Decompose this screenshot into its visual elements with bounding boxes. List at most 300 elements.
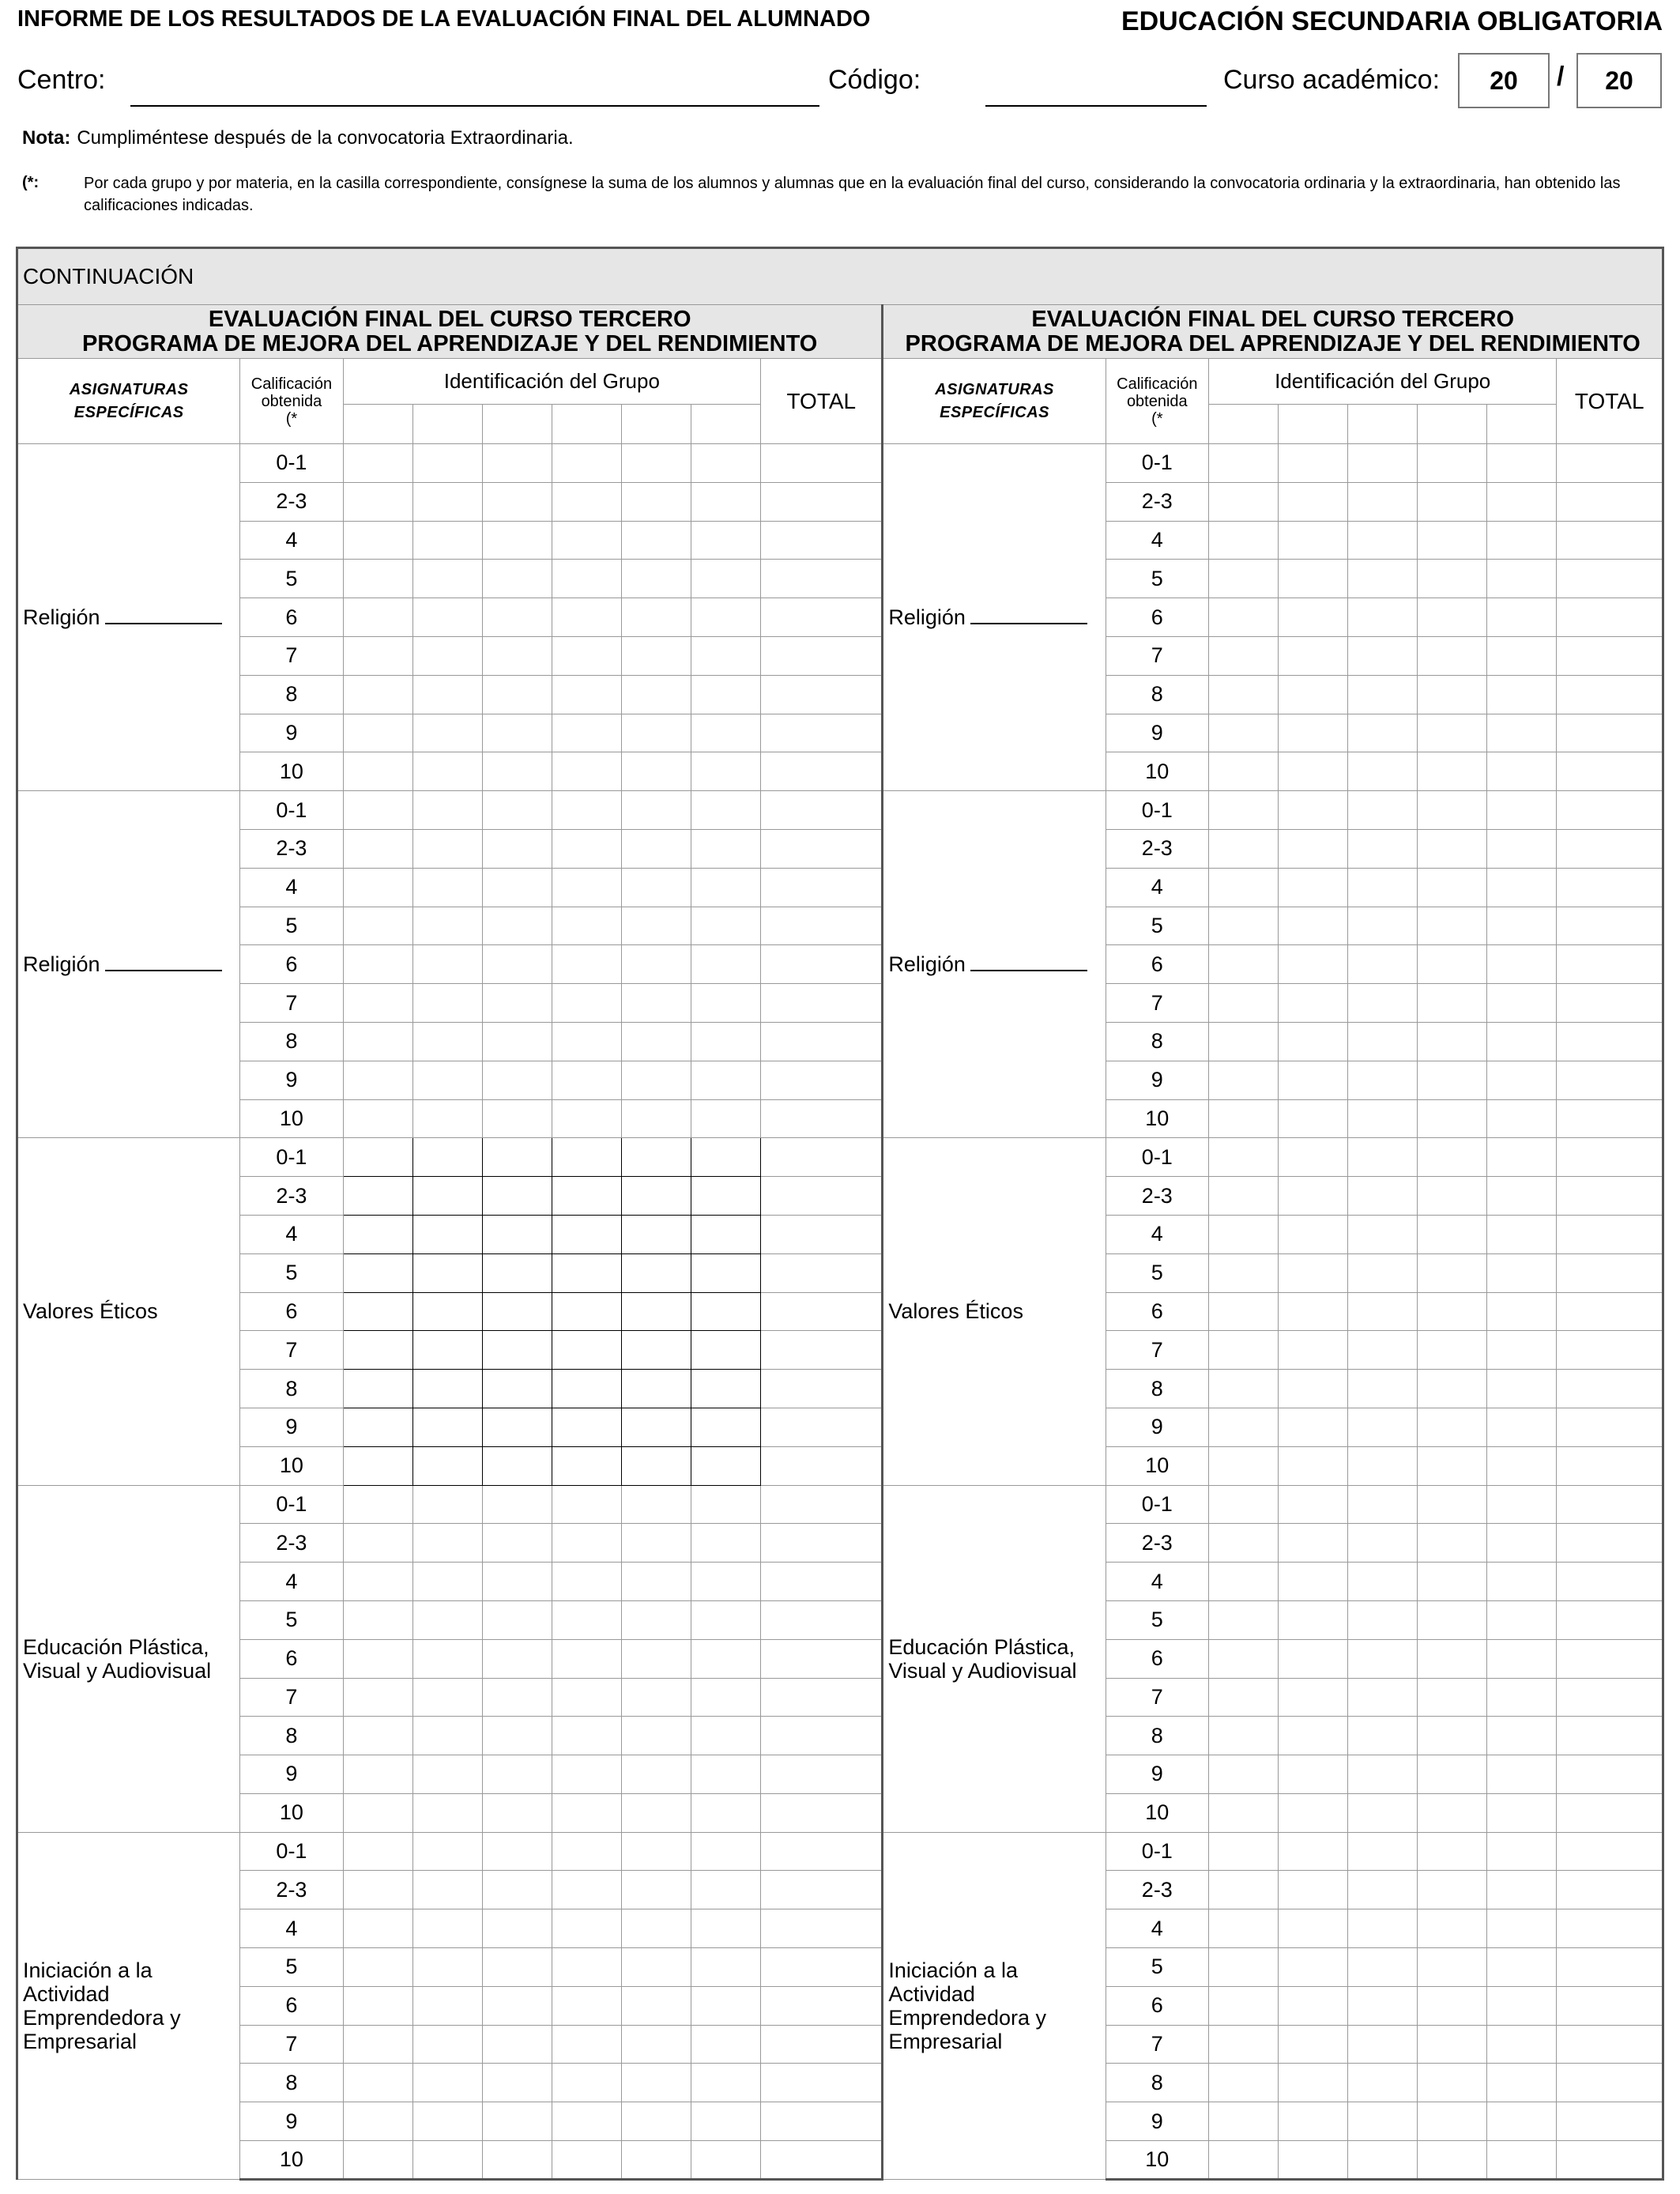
count-cell[interactable] <box>1418 444 1487 483</box>
count-cell[interactable] <box>1487 1755 1557 1794</box>
count-cell[interactable] <box>343 1948 412 1987</box>
count-cell[interactable] <box>552 1370 621 1408</box>
count-cell[interactable] <box>1348 1871 1418 1909</box>
count-cell[interactable] <box>691 1524 761 1563</box>
count-cell[interactable] <box>1208 1099 1278 1138</box>
count-cell[interactable] <box>691 1717 761 1755</box>
count-cell[interactable] <box>1348 1408 1418 1446</box>
count-cell[interactable] <box>343 1446 412 1485</box>
count-cell[interactable] <box>1208 752 1278 791</box>
count-cell[interactable] <box>1208 1292 1278 1331</box>
count-cell[interactable] <box>552 1138 621 1177</box>
count-cell[interactable] <box>1418 2064 1487 2102</box>
count-cell[interactable] <box>1487 1678 1557 1717</box>
count-cell[interactable] <box>1279 1331 1348 1370</box>
total-cell[interactable] <box>761 1678 883 1717</box>
count-cell[interactable] <box>691 829 761 868</box>
count-cell[interactable] <box>1418 560 1487 598</box>
count-cell[interactable] <box>621 2102 691 2141</box>
count-cell[interactable] <box>412 2102 482 2141</box>
count-cell[interactable] <box>412 1177 482 1216</box>
count-cell[interactable] <box>691 675 761 714</box>
group-id-cell[interactable] <box>1418 405 1487 444</box>
total-cell[interactable] <box>1557 1563 1663 1601</box>
count-cell[interactable] <box>1487 791 1557 830</box>
count-cell[interactable] <box>621 1678 691 1717</box>
count-cell[interactable] <box>1279 1832 1348 1871</box>
count-cell[interactable] <box>552 1253 621 1292</box>
count-cell[interactable] <box>1279 1948 1348 1987</box>
count-cell[interactable] <box>621 1061 691 1099</box>
total-cell[interactable] <box>761 1138 883 1177</box>
total-cell[interactable] <box>1557 560 1663 598</box>
total-cell[interactable] <box>761 1755 883 1794</box>
count-cell[interactable] <box>412 1370 482 1408</box>
count-cell[interactable] <box>1279 1292 1348 1331</box>
count-cell[interactable] <box>552 945 621 984</box>
total-cell[interactable] <box>1557 1793 1663 1832</box>
count-cell[interactable] <box>482 714 552 752</box>
count-cell[interactable] <box>552 1446 621 1485</box>
count-cell[interactable] <box>1279 1253 1348 1292</box>
total-cell[interactable] <box>1557 1177 1663 1216</box>
count-cell[interactable] <box>1348 1138 1418 1177</box>
total-cell[interactable] <box>761 752 883 791</box>
count-cell[interactable] <box>552 1909 621 1948</box>
count-cell[interactable] <box>691 1600 761 1639</box>
count-cell[interactable] <box>482 1408 552 1446</box>
count-cell[interactable] <box>621 1215 691 1253</box>
count-cell[interactable] <box>552 1331 621 1370</box>
count-cell[interactable] <box>1418 829 1487 868</box>
total-cell[interactable] <box>1557 1446 1663 1485</box>
count-cell[interactable] <box>412 444 482 483</box>
count-cell[interactable] <box>482 1639 552 1678</box>
count-cell[interactable] <box>552 1408 621 1446</box>
count-cell[interactable] <box>412 482 482 521</box>
count-cell[interactable] <box>552 636 621 675</box>
count-cell[interactable] <box>1279 1524 1348 1563</box>
count-cell[interactable] <box>343 752 412 791</box>
count-cell[interactable] <box>412 1253 482 1292</box>
count-cell[interactable] <box>691 868 761 907</box>
total-cell[interactable] <box>761 2025 883 2064</box>
count-cell[interactable] <box>1279 2025 1348 2064</box>
count-cell[interactable] <box>412 945 482 984</box>
count-cell[interactable] <box>1208 714 1278 752</box>
count-cell[interactable] <box>1418 1755 1487 1794</box>
count-cell[interactable] <box>552 560 621 598</box>
total-cell[interactable] <box>761 560 883 598</box>
count-cell[interactable] <box>1348 1099 1418 1138</box>
count-cell[interactable] <box>482 1331 552 1370</box>
count-cell[interactable] <box>621 1331 691 1370</box>
count-cell[interactable] <box>621 714 691 752</box>
count-cell[interactable] <box>412 598 482 637</box>
group-id-cell[interactable] <box>1348 405 1418 444</box>
count-cell[interactable] <box>343 2141 412 2180</box>
count-cell[interactable] <box>552 1717 621 1755</box>
total-cell[interactable] <box>761 1717 883 1755</box>
count-cell[interactable] <box>691 791 761 830</box>
total-cell[interactable] <box>1557 521 1663 560</box>
count-cell[interactable] <box>691 752 761 791</box>
count-cell[interactable] <box>1418 1524 1487 1563</box>
total-cell[interactable] <box>1557 1370 1663 1408</box>
count-cell[interactable] <box>482 1986 552 2025</box>
total-cell[interactable] <box>1557 1524 1663 1563</box>
count-cell[interactable] <box>621 1909 691 1948</box>
count-cell[interactable] <box>482 829 552 868</box>
count-cell[interactable] <box>1348 1215 1418 1253</box>
count-cell[interactable] <box>412 1408 482 1446</box>
count-cell[interactable] <box>552 714 621 752</box>
count-cell[interactable] <box>1348 521 1418 560</box>
total-cell[interactable] <box>761 1446 883 1485</box>
count-cell[interactable] <box>1418 1909 1487 1948</box>
count-cell[interactable] <box>1487 1099 1557 1138</box>
count-cell[interactable] <box>1418 1215 1487 1253</box>
total-cell[interactable] <box>761 791 883 830</box>
count-cell[interactable] <box>482 2102 552 2141</box>
count-cell[interactable] <box>1418 984 1487 1023</box>
count-cell[interactable] <box>1348 829 1418 868</box>
count-cell[interactable] <box>1208 1138 1278 1177</box>
count-cell[interactable] <box>691 1755 761 1794</box>
count-cell[interactable] <box>412 2064 482 2102</box>
religion-name-blank[interactable] <box>105 622 222 624</box>
count-cell[interactable] <box>1208 636 1278 675</box>
count-cell[interactable] <box>621 1485 691 1524</box>
centro-field[interactable] <box>130 105 819 107</box>
total-cell[interactable] <box>1557 1639 1663 1678</box>
count-cell[interactable] <box>552 675 621 714</box>
count-cell[interactable] <box>343 521 412 560</box>
count-cell[interactable] <box>1279 1408 1348 1446</box>
count-cell[interactable] <box>621 907 691 945</box>
total-cell[interactable] <box>1557 598 1663 637</box>
count-cell[interactable] <box>1208 791 1278 830</box>
count-cell[interactable] <box>552 1022 621 1061</box>
count-cell[interactable] <box>343 636 412 675</box>
count-cell[interactable] <box>1348 2102 1418 2141</box>
count-cell[interactable] <box>1487 945 1557 984</box>
count-cell[interactable] <box>412 1215 482 1253</box>
count-cell[interactable] <box>1487 521 1557 560</box>
count-cell[interactable] <box>621 1600 691 1639</box>
total-cell[interactable] <box>761 675 883 714</box>
count-cell[interactable] <box>1279 2064 1348 2102</box>
count-cell[interactable] <box>1348 1832 1418 1871</box>
count-cell[interactable] <box>412 636 482 675</box>
count-cell[interactable] <box>412 2025 482 2064</box>
count-cell[interactable] <box>482 2064 552 2102</box>
count-cell[interactable] <box>1487 482 1557 521</box>
count-cell[interactable] <box>621 791 691 830</box>
total-cell[interactable] <box>761 1408 883 1446</box>
count-cell[interactable] <box>621 482 691 521</box>
count-cell[interactable] <box>1208 1986 1278 2025</box>
count-cell[interactable] <box>1279 2141 1348 2180</box>
count-cell[interactable] <box>1348 1446 1418 1485</box>
count-cell[interactable] <box>412 560 482 598</box>
count-cell[interactable] <box>1418 1292 1487 1331</box>
count-cell[interactable] <box>552 1061 621 1099</box>
count-cell[interactable] <box>1487 1871 1557 1909</box>
count-cell[interactable] <box>552 984 621 1023</box>
count-cell[interactable] <box>412 1292 482 1331</box>
count-cell[interactable] <box>621 1022 691 1061</box>
count-cell[interactable] <box>1487 1793 1557 1832</box>
count-cell[interactable] <box>1487 829 1557 868</box>
count-cell[interactable] <box>621 1292 691 1331</box>
total-cell[interactable] <box>761 829 883 868</box>
count-cell[interactable] <box>1348 1678 1418 1717</box>
count-cell[interactable] <box>1487 1485 1557 1524</box>
count-cell[interactable] <box>1348 1292 1418 1331</box>
count-cell[interactable] <box>1418 1061 1487 1099</box>
count-cell[interactable] <box>1418 714 1487 752</box>
count-cell[interactable] <box>621 829 691 868</box>
count-cell[interactable] <box>1348 984 1418 1023</box>
total-cell[interactable] <box>761 1370 883 1408</box>
count-cell[interactable] <box>1279 598 1348 637</box>
count-cell[interactable] <box>482 1485 552 1524</box>
total-cell[interactable] <box>1557 1408 1663 1446</box>
count-cell[interactable] <box>1279 1485 1348 1524</box>
count-cell[interactable] <box>1348 868 1418 907</box>
count-cell[interactable] <box>482 1793 552 1832</box>
count-cell[interactable] <box>1487 1138 1557 1177</box>
count-cell[interactable] <box>482 1948 552 1987</box>
count-cell[interactable] <box>482 1717 552 1755</box>
count-cell[interactable] <box>1487 868 1557 907</box>
count-cell[interactable] <box>621 1177 691 1216</box>
count-cell[interactable] <box>552 1485 621 1524</box>
count-cell[interactable] <box>621 2064 691 2102</box>
total-cell[interactable] <box>761 2064 883 2102</box>
total-cell[interactable] <box>761 2102 883 2141</box>
total-cell[interactable] <box>761 636 883 675</box>
count-cell[interactable] <box>621 675 691 714</box>
count-cell[interactable] <box>552 1524 621 1563</box>
total-cell[interactable] <box>761 868 883 907</box>
count-cell[interactable] <box>412 907 482 945</box>
religion-name-blank[interactable] <box>970 969 1087 971</box>
count-cell[interactable] <box>1487 560 1557 598</box>
count-cell[interactable] <box>343 791 412 830</box>
count-cell[interactable] <box>1348 1524 1418 1563</box>
count-cell[interactable] <box>343 1717 412 1755</box>
count-cell[interactable] <box>412 1600 482 1639</box>
count-cell[interactable] <box>1208 1871 1278 1909</box>
count-cell[interactable] <box>621 1253 691 1292</box>
count-cell[interactable] <box>1279 1022 1348 1061</box>
count-cell[interactable] <box>621 1717 691 1755</box>
total-cell[interactable] <box>1557 984 1663 1023</box>
count-cell[interactable] <box>1208 1832 1278 1871</box>
count-cell[interactable] <box>1348 791 1418 830</box>
count-cell[interactable] <box>691 598 761 637</box>
total-cell[interactable] <box>761 521 883 560</box>
count-cell[interactable] <box>1208 560 1278 598</box>
count-cell[interactable] <box>482 482 552 521</box>
count-cell[interactable] <box>343 984 412 1023</box>
count-cell[interactable] <box>691 2102 761 2141</box>
count-cell[interactable] <box>1348 1600 1418 1639</box>
count-cell[interactable] <box>1279 1138 1348 1177</box>
count-cell[interactable] <box>1348 675 1418 714</box>
count-cell[interactable] <box>482 560 552 598</box>
count-cell[interactable] <box>1348 1717 1418 1755</box>
total-cell[interactable] <box>761 1832 883 1871</box>
count-cell[interactable] <box>343 1022 412 1061</box>
count-cell[interactable] <box>1279 714 1348 752</box>
total-cell[interactable] <box>761 1215 883 1253</box>
count-cell[interactable] <box>1348 945 1418 984</box>
count-cell[interactable] <box>1208 1215 1278 1253</box>
total-cell[interactable] <box>761 1253 883 1292</box>
total-cell[interactable] <box>1557 1948 1663 1987</box>
count-cell[interactable] <box>1418 1639 1487 1678</box>
count-cell[interactable] <box>482 1832 552 1871</box>
total-cell[interactable] <box>761 1639 883 1678</box>
count-cell[interactable] <box>1487 1446 1557 1485</box>
count-cell[interactable] <box>1348 1986 1418 2025</box>
count-cell[interactable] <box>552 1832 621 1871</box>
count-cell[interactable] <box>1418 1563 1487 1601</box>
count-cell[interactable] <box>412 791 482 830</box>
total-cell[interactable] <box>1557 636 1663 675</box>
count-cell[interactable] <box>621 1563 691 1601</box>
count-cell[interactable] <box>1418 1331 1487 1370</box>
count-cell[interactable] <box>621 1639 691 1678</box>
count-cell[interactable] <box>1348 1370 1418 1408</box>
count-cell[interactable] <box>1208 2064 1278 2102</box>
count-cell[interactable] <box>1418 1446 1487 1485</box>
count-cell[interactable] <box>1279 1793 1348 1832</box>
total-cell[interactable] <box>761 1948 883 1987</box>
count-cell[interactable] <box>1348 1563 1418 1601</box>
count-cell[interactable] <box>1348 752 1418 791</box>
count-cell[interactable] <box>1348 598 1418 637</box>
total-cell[interactable] <box>1557 1215 1663 1253</box>
count-cell[interactable] <box>1279 1909 1348 1948</box>
count-cell[interactable] <box>691 1678 761 1717</box>
count-cell[interactable] <box>482 521 552 560</box>
count-cell[interactable] <box>412 1639 482 1678</box>
count-cell[interactable] <box>1208 1061 1278 1099</box>
count-cell[interactable] <box>691 1099 761 1138</box>
count-cell[interactable] <box>691 1215 761 1253</box>
count-cell[interactable] <box>552 1871 621 1909</box>
count-cell[interactable] <box>691 1138 761 1177</box>
count-cell[interactable] <box>1348 1755 1418 1794</box>
count-cell[interactable] <box>343 1871 412 1909</box>
count-cell[interactable] <box>1487 1986 1557 2025</box>
count-cell[interactable] <box>552 1177 621 1216</box>
count-cell[interactable] <box>343 1408 412 1446</box>
count-cell[interactable] <box>343 1061 412 1099</box>
total-cell[interactable] <box>1557 1331 1663 1370</box>
total-cell[interactable] <box>1557 1600 1663 1639</box>
count-cell[interactable] <box>1208 1563 1278 1601</box>
count-cell[interactable] <box>343 675 412 714</box>
count-cell[interactable] <box>1208 444 1278 483</box>
total-cell[interactable] <box>1557 1485 1663 1524</box>
count-cell[interactable] <box>482 1871 552 1909</box>
count-cell[interactable] <box>552 791 621 830</box>
count-cell[interactable] <box>691 984 761 1023</box>
total-cell[interactable] <box>761 1524 883 1563</box>
total-cell[interactable] <box>761 1485 883 1524</box>
count-cell[interactable] <box>691 1177 761 1216</box>
count-cell[interactable] <box>1418 1485 1487 1524</box>
count-cell[interactable] <box>1348 560 1418 598</box>
total-cell[interactable] <box>761 1909 883 1948</box>
count-cell[interactable] <box>343 1099 412 1138</box>
count-cell[interactable] <box>1208 482 1278 521</box>
count-cell[interactable] <box>482 1909 552 1948</box>
count-cell[interactable] <box>1487 1253 1557 1292</box>
count-cell[interactable] <box>691 1793 761 1832</box>
count-cell[interactable] <box>412 2141 482 2180</box>
count-cell[interactable] <box>552 1639 621 1678</box>
count-cell[interactable] <box>691 1331 761 1370</box>
count-cell[interactable] <box>1418 598 1487 637</box>
total-cell[interactable] <box>1557 714 1663 752</box>
count-cell[interactable] <box>552 2064 621 2102</box>
count-cell[interactable] <box>1418 945 1487 984</box>
count-cell[interactable] <box>1487 1177 1557 1216</box>
count-cell[interactable] <box>343 1177 412 1216</box>
count-cell[interactable] <box>1418 1408 1487 1446</box>
count-cell[interactable] <box>1418 636 1487 675</box>
count-cell[interactable] <box>482 1215 552 1253</box>
count-cell[interactable] <box>621 1986 691 2025</box>
count-cell[interactable] <box>482 1022 552 1061</box>
group-id-cell[interactable] <box>621 405 691 444</box>
count-cell[interactable] <box>691 945 761 984</box>
total-cell[interactable] <box>1557 2141 1663 2180</box>
count-cell[interactable] <box>1487 1639 1557 1678</box>
count-cell[interactable] <box>552 907 621 945</box>
count-cell[interactable] <box>1487 1061 1557 1099</box>
total-cell[interactable] <box>1557 1986 1663 2025</box>
count-cell[interactable] <box>412 1563 482 1601</box>
count-cell[interactable] <box>412 1524 482 1563</box>
count-cell[interactable] <box>412 1793 482 1832</box>
count-cell[interactable] <box>1348 2064 1418 2102</box>
count-cell[interactable] <box>1279 1099 1348 1138</box>
count-cell[interactable] <box>1208 1678 1278 1717</box>
count-cell[interactable] <box>691 1909 761 1948</box>
count-cell[interactable] <box>1279 675 1348 714</box>
religion-name-blank[interactable] <box>105 969 222 971</box>
total-cell[interactable] <box>761 2141 883 2180</box>
count-cell[interactable] <box>691 521 761 560</box>
total-cell[interactable] <box>1557 482 1663 521</box>
count-cell[interactable] <box>343 482 412 521</box>
count-cell[interactable] <box>1487 1408 1557 1446</box>
group-id-cell[interactable] <box>1208 405 1278 444</box>
count-cell[interactable] <box>1418 1177 1487 1216</box>
count-cell[interactable] <box>552 1986 621 2025</box>
count-cell[interactable] <box>691 560 761 598</box>
count-cell[interactable] <box>1418 1022 1487 1061</box>
count-cell[interactable] <box>1418 2025 1487 2064</box>
count-cell[interactable] <box>1487 2102 1557 2141</box>
